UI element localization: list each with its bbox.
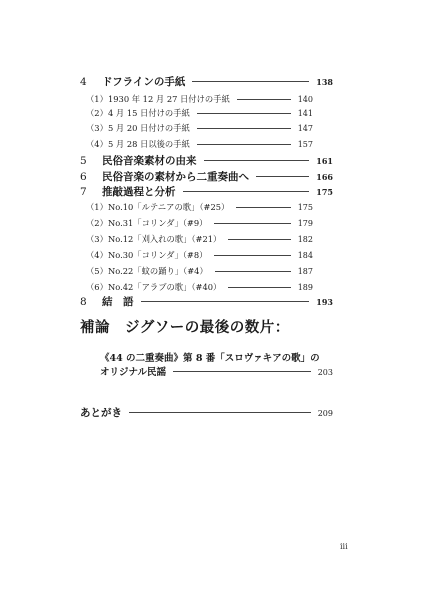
toc-entry[interactable] [80,184,333,199]
toc-entry[interactable] [86,249,313,261]
dot-leader [197,113,291,114]
section-number: （2） [86,108,108,118]
folio: iii [340,542,348,551]
section-number: （5） [86,266,108,276]
supplement-subtitle-line1: 《44 の二重奏曲》第 8 番「スロヴァキアの歌」の [100,353,320,364]
entry-title: No.10「ルテニアの歌」（#25） [108,202,230,212]
page-number: 166 [316,172,333,182]
entry-title: No.30「コリンダ」（#8） [108,250,208,260]
entry-title: 4 月 15 日付けの手紙 [108,108,190,118]
page-number: 161 [316,156,333,166]
entry-title: 推敲過程と分析 [102,186,176,198]
section-number: （1） [86,94,108,104]
toc-entry[interactable] [80,169,333,184]
entry-title: No.22「蚊の踊り」（#4） [108,266,208,276]
section-number: （4） [86,139,108,149]
entry-title: ドフラインの手紙 [102,76,186,88]
page-number: 141 [297,109,313,118]
entry-title: 5 月 20 日付けの手紙 [108,123,190,133]
chapter-number: 5 [80,155,87,167]
page-number: 157 [297,140,313,149]
toc-entry[interactable] [80,153,333,168]
page-number: 175 [316,187,333,197]
entry-title: 民俗音楽の素材から二重奏曲へ [102,171,249,183]
toc-entry[interactable] [86,93,313,105]
section-number: （3） [86,234,108,244]
page-number: 189 [297,283,313,292]
dot-leader [228,239,290,240]
page-number: 147 [297,124,313,133]
entry-title: 1930 年 12 月 27 日付けの手紙 [108,94,230,104]
dot-leader [256,176,309,177]
section-number: （3） [86,123,108,133]
toc-entry[interactable] [86,201,313,213]
supplement-subtitle-line2: オリジナル民謡 [100,367,167,378]
chapter-number: 8 [80,296,87,308]
page-number: 140 [297,95,313,104]
dot-leader [129,412,311,413]
dot-leader [183,191,310,192]
dot-leader [228,287,290,288]
supplement-entry[interactable] [100,364,333,378]
dot-leader [215,271,291,272]
section-number: （2） [86,218,108,228]
dot-leader [192,81,309,82]
entry-title: 結 語 [102,296,134,308]
dot-leader [204,160,310,161]
page-number: 193 [316,297,333,307]
supplement-title[interactable]: 補論 ジグソーの最後の数片： [80,319,290,336]
section-number: （1） [86,202,108,212]
chapter-number: 4 [80,76,87,88]
page-number: 138 [316,77,333,87]
toc-entry[interactable] [86,265,313,277]
dot-leader [214,223,290,224]
entry-title: 5 月 28 日以後の手紙 [108,139,190,149]
page-number: 175 [297,203,313,212]
page-number: 179 [297,219,313,228]
toc-entry[interactable] [86,138,313,150]
entry-title: No.31「コリンダ」（#9） [108,218,208,228]
page-number: 209 [317,409,333,418]
toc-entry[interactable] [86,281,313,293]
page-number: 203 [317,368,333,377]
toc-entry[interactable] [80,74,333,89]
dot-leader [173,371,311,372]
entry-title: No.42「アラブの歌」（#40） [108,282,222,292]
dot-leader [141,301,310,302]
page-number: 182 [297,235,313,244]
chapter-number: 7 [80,186,87,198]
toc-entry[interactable] [86,217,313,229]
entry-title: No.12「刈入れの歌」（#21） [108,234,222,244]
page-number: 184 [297,251,313,260]
page-number: 187 [297,267,313,276]
dot-leader [197,128,291,129]
dot-leader [236,207,290,208]
afterword-title: あとがき [80,407,122,419]
dot-leader [237,99,291,100]
dot-leader [197,144,291,145]
toc-entry[interactable] [80,294,333,309]
dot-leader [214,255,290,256]
afterword-entry[interactable] [80,405,333,420]
toc-entry[interactable] [86,233,313,245]
entry-title: 民俗音楽素材の由来 [102,155,197,167]
chapter-number: 6 [80,171,87,183]
toc-entry[interactable] [86,107,313,119]
toc-entry[interactable] [86,122,313,134]
section-number: （4） [86,250,108,260]
section-number: （6） [86,282,108,292]
